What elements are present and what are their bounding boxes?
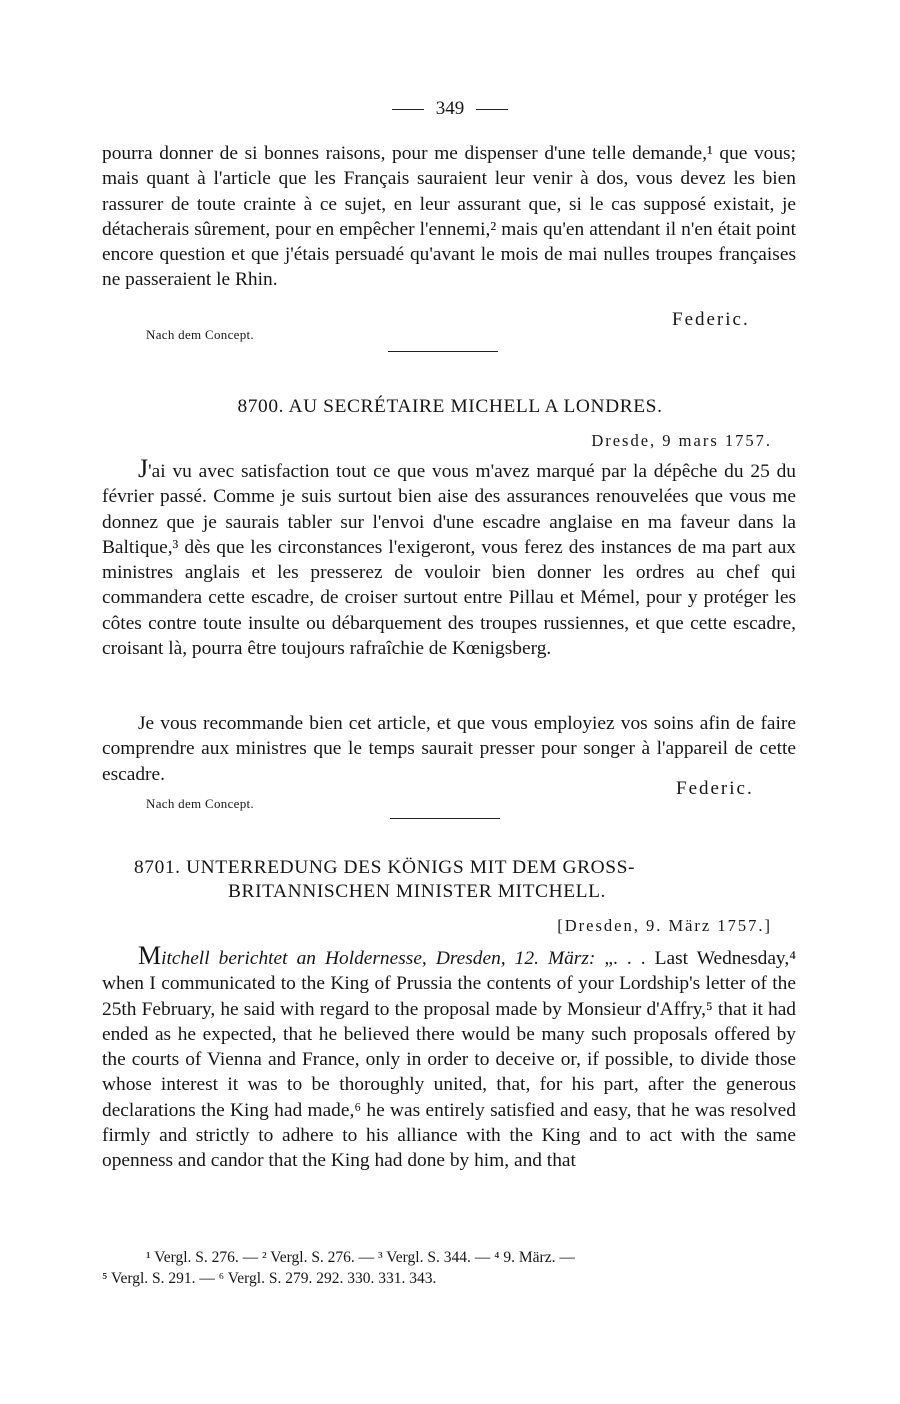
section-divider-1 — [388, 351, 498, 352]
top-paragraph: pourra donner de si bonnes raisons, pour me dispenser d'une telle demande,¹ que vous; mais quant à l'article que les Français sauraient leur venir à dos, vous devez les bien rassurer de toute crainte à ce sujet, en leur assurant que, si le cas supposé existait, je détacherais sûrement, pour en empêcher l'ennemi,² mais qu'en attendant il n'en était point encore question et que j'étais persuadé qu'avant le mois de mai nulles troupes françaises ne passeraient le Rhin. — [102, 143, 796, 291]
footnotes-line-2: ⁵ Vergl. S. 291. — ⁶ Vergl. S. 279. 292. 330. 331. 343. — [102, 1270, 437, 1287]
concept-note-2: Nach dem Concept. — [146, 796, 254, 811]
signature-federic-2: Federic. — [676, 778, 754, 799]
section-divider-2 — [390, 818, 500, 819]
footnotes — [102, 1247, 802, 1289]
letter-8700-paragraph-1-text: 'ai vu avec satisfaction tout ce que vous m'avez marqué par la dépêche du 25 du février passé. Comme je suis surtout bien aise des assurances renouvelées que vous me donnez que je saurais tabler sur l'envoi d'une escadre anglaise en ma faveur dans la Baltique,³ dès que les circonstances l'exigeront, vous ferez des instances de ma part aux ministres anglais et les presserez de vouloir bien donner les ordres au chef qui commandera cette escadre, de croiser surtout entre Pillau et Mémel, pour y protéger les côtes contre toute insulte ou débarquement des troupes russiennes, et que cette escadre, croisant là, pourra être toujours rafraîchie de Kœnigsberg. — [102, 461, 796, 660]
letter-8701-dateline: [Dresden, 9. März 1757.] — [557, 916, 772, 935]
letter-8700-dateline: Dresde, 9 mars 1757. — [591, 431, 772, 450]
letter-8701-heading-line-1: 8701. UNTERREDUNG DES KÖNIGS MIT DEM GROSS- — [134, 857, 636, 878]
letter-8701-body — [102, 943, 796, 1174]
footnotes-line-1: ¹ Vergl. S. 276. — ² Vergl. S. 276. — ³ Vergl. S. 344. — ⁴ 9. März. — — [146, 1249, 575, 1266]
signature-federic-1: Federic. — [672, 309, 750, 330]
page-number: 349 — [435, 98, 465, 119]
letter-8701-intro-cap: M — [138, 941, 162, 970]
letter-8700-paragraph-2: Je vous recommande bien cet article, et que vous employiez vos soins afin de faire comprendre aux ministres que le temps saurait presser pour songer à l'appareil de cette escadre. — [102, 713, 796, 785]
letter-8701-intro: itchell berichtet an Holdernesse, Dresden, 12. März: — [161, 948, 596, 969]
letter-8700-paragraph-1 — [102, 456, 796, 661]
page-number-dash-left — [392, 109, 424, 110]
letter-8701-heading-line-2: BRITANNISCHEN MINISTER MITCHELL. — [228, 881, 606, 902]
letter-8700-dropcap: J — [138, 454, 149, 483]
letter-8700-heading: 8700. AU SECRÉTAIRE MICHELL A LONDRES. — [237, 396, 663, 417]
concept-note-1: Nach dem Concept. — [146, 327, 254, 342]
page-number-dash-right — [476, 109, 508, 110]
letter-8701-body-text: „. . . Last Wednesday,⁴ when I communicated to the King of Prussia the contents of your Lordship's letter of the 25th February, he said with regard to the proposal made by Monsieur d'Affry,⁵ that it had ended as he expected, that he believed there would be many such proposals offered by the courts of Vienna and France, only in order to deceive or, if possible, to divide those whose interest it was to be thoroughly united, that, for his part, after the generous declarations the King had made,⁶ he was entirely satisfied and easy, that he was resolved firmly and strictly to adhere to his alliance with the King and to act with the same openness and candor that the King had done by him, and that — [102, 948, 796, 1172]
page-number-line — [0, 98, 900, 120]
